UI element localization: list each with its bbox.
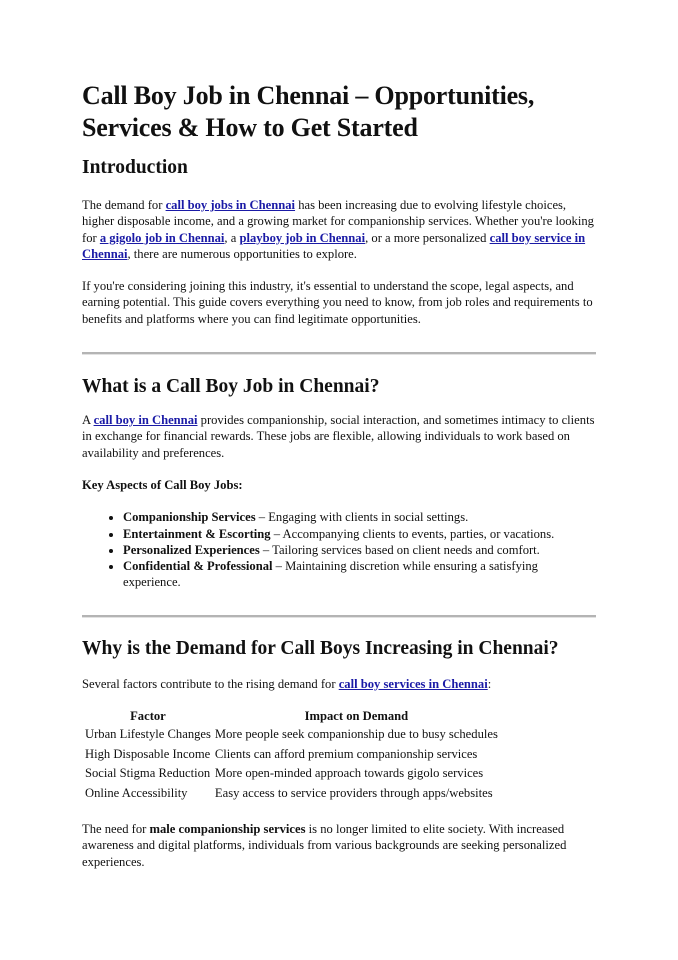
intro-paragraph-2: If you're considering joining this industry, it's essential to understand the scope, legal aspects, and earning potential. This guide covers everything you need to know, from job roles and requirements to benefits and platforms where you can find legitimate opportunities. xyxy=(82,279,593,326)
why-heading: Why is the Demand for Call Boys Increasing in Chennai? xyxy=(82,637,559,659)
why-text-3: The need for xyxy=(82,822,150,837)
page-title: Call Boy Job in Chennai – Opportunities, Services & How to Get Started xyxy=(82,81,535,142)
table-header-row xyxy=(84,707,499,725)
why-paragraph-1 xyxy=(82,676,596,692)
list-item-desc: – Tailoring services based on client needs and comfort. xyxy=(259,542,540,557)
link-call-boy-jobs[interactable]: call boy jobs in Chennai xyxy=(165,198,296,212)
table-cell-factor: Online Accessibility xyxy=(85,785,188,800)
why-text-2: : xyxy=(487,676,492,691)
list-item-desc: – Maintaining discretion while ensuring a satisfying experience. xyxy=(123,559,538,590)
intro-text-2: has been increasing due to evolving lifestyle choices, higher disposable income, and a growing market for companionship services. Whether you're looking for xyxy=(82,198,594,245)
link-call-boy-in-chennai[interactable]: call boy in Chennai xyxy=(93,413,198,428)
intro-text-1: The demand for xyxy=(82,198,166,212)
table-cell-factor: Social Stigma Reduction xyxy=(85,766,211,781)
table-cell-factor: High Disposable Income xyxy=(85,746,211,761)
why-text-4: is no longer limited to elite society. With increased awareness and digital platforms, individuals from various backgrounds are seeking personalized experiences. xyxy=(82,822,567,869)
list-item-term: Companionship Services xyxy=(123,510,256,525)
link-playboy-job[interactable]: playboy job in Chennai xyxy=(239,230,366,245)
list-item-desc: – Engaging with clients in social settings. xyxy=(255,510,469,525)
list-item xyxy=(123,526,596,542)
table-row xyxy=(84,764,499,784)
intro-text-5: , there are numerous opportunities to explore. xyxy=(127,246,357,261)
key-aspects-heading: Key Aspects of Call Boy Jobs: xyxy=(82,477,243,492)
table-cell-impact: More people seek companionship due to busy schedules xyxy=(214,727,498,742)
male-companionship-bold: male companionship services xyxy=(149,822,306,837)
table-row xyxy=(84,784,499,804)
what-text-2: provides companionship, social interaction, and sometimes intimacy to clients in exchange for financial rewards. These jobs are flexible, allowing individuals to work based on availability and preferences. xyxy=(82,413,595,460)
intro-paragraph-1 xyxy=(82,197,596,262)
key-aspects-list xyxy=(82,509,596,590)
list-item-term: Entertainment & Escorting xyxy=(123,526,271,541)
list-item-term: Personalized Experiences xyxy=(123,542,260,557)
table-cell-factor: Urban Lifestyle Changes xyxy=(85,727,211,742)
intro-text-3: , a xyxy=(224,230,240,245)
what-text-1: A xyxy=(82,413,94,428)
table-cell-impact: More open-minded approach towards gigolo services xyxy=(214,766,484,781)
list-item xyxy=(123,509,596,525)
link-call-boy-services[interactable]: call boy services in Chennai xyxy=(338,676,488,691)
list-item xyxy=(123,542,596,558)
link-call-boy-service[interactable]: call boy service in Chennai xyxy=(82,230,586,261)
document-page xyxy=(82,80,596,870)
what-paragraph xyxy=(82,412,596,461)
why-paragraph-2 xyxy=(82,821,596,870)
table-header-impact: Impact on Demand xyxy=(304,709,409,724)
list-item-desc: – Accompanying clients to events, parties, or vacations. xyxy=(270,526,555,541)
table-header-factor: Factor xyxy=(130,709,166,724)
section-divider xyxy=(82,615,596,618)
intro-heading: Introduction xyxy=(82,157,188,178)
intro-text-4: , or a more personalized xyxy=(365,230,490,245)
table-cell-impact: Clients can afford premium companionship services xyxy=(214,746,478,761)
table-cell-impact: Easy access to service providers through apps/websites xyxy=(214,785,493,800)
table-row xyxy=(84,725,499,745)
link-gigolo-job[interactable]: a gigolo job in Chennai xyxy=(99,230,225,245)
list-item-term: Confidential & Professional xyxy=(123,559,273,574)
what-heading: What is a Call Boy Job in Chennai? xyxy=(82,376,380,398)
table-row xyxy=(84,745,499,765)
list-item xyxy=(123,558,596,591)
section-divider xyxy=(82,352,596,355)
demand-factors-table xyxy=(82,707,501,803)
why-text-1: Several factors contribute to the rising demand for xyxy=(82,676,339,691)
